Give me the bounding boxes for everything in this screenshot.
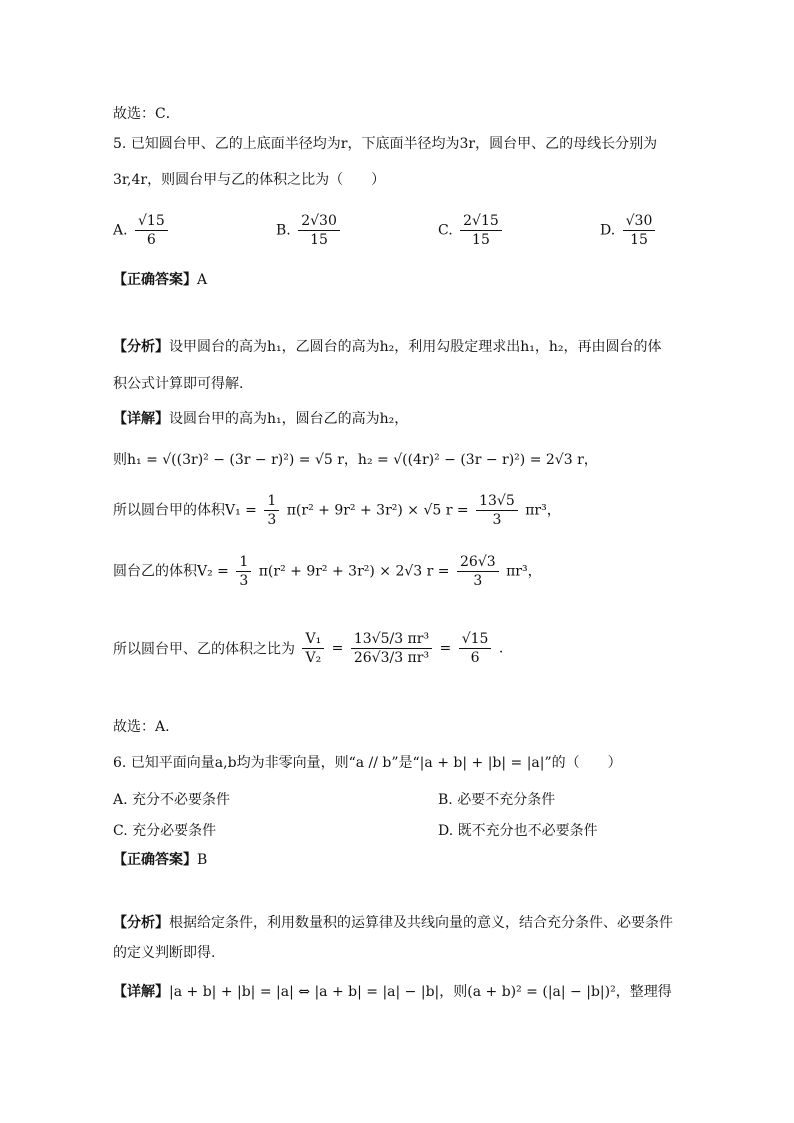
q6-number: 6. bbox=[113, 755, 127, 771]
q6-option-b-label: B. bbox=[438, 792, 453, 808]
q5-detail-line3-third-den: 3 bbox=[267, 512, 277, 528]
q5-detail-line3-expr: π(r² + 9r² + 3r²) × √5 r = bbox=[286, 502, 469, 519]
q6-option-a bbox=[113, 789, 230, 809]
q6-analysis-line1 bbox=[113, 912, 673, 932]
q5-detail-line5-pre: 所以圆台甲、乙的体积之比为 bbox=[113, 641, 295, 658]
q5-detail-line3-third-num: 1 bbox=[264, 492, 279, 511]
q5-option-b-num: 2√30 bbox=[298, 212, 340, 231]
q5-detail-line5-result-num: √15 bbox=[459, 630, 492, 649]
q5-analysis-line2: 积公式计算即可得解. bbox=[113, 376, 244, 392]
q5-number: 5. bbox=[113, 136, 127, 152]
q5-analysis-line1 bbox=[113, 336, 662, 356]
q5-option-d-den: 15 bbox=[630, 232, 648, 248]
q5-stem-line2: 3r,4r，则圆台甲与乙的体积之比为（ ） bbox=[113, 172, 386, 188]
q5-detail-line3-post: πr³， bbox=[525, 502, 561, 519]
q5-detail-text1: 设圆台甲的高为h₁，圆台乙的高为h₂， bbox=[169, 411, 409, 427]
q5-option-d bbox=[600, 212, 658, 249]
q6-analysis-line2: 的定义判断即得. bbox=[113, 945, 216, 961]
q6-option-b-text: 必要不充分条件 bbox=[457, 792, 556, 808]
q5-detail-line3-frac-num: 13√5 bbox=[476, 492, 518, 511]
q5-detail-line3-pre: 所以圆台甲的体积V₁ = bbox=[113, 502, 257, 519]
q5-detail-line4-third-den: 3 bbox=[239, 573, 249, 589]
q5-detail-line4-pre: 圆台乙的体积V₂ = bbox=[113, 563, 229, 580]
q6-option-d bbox=[438, 820, 598, 840]
q5-detail-line4-post: πr³， bbox=[506, 563, 542, 580]
q5-stem-text1: 已知圆台甲、乙的上底面半径均为r，下底面半径均为3r，圆台甲、乙的母线长分别为 bbox=[130, 136, 658, 152]
q6-stem bbox=[113, 752, 622, 772]
q5-option-b bbox=[276, 212, 343, 249]
q6-detail-label: 【详解】 bbox=[113, 984, 169, 1000]
q5-detail-line3 bbox=[113, 492, 561, 529]
q6-detail-line1 bbox=[113, 981, 672, 1001]
q5-option-a-den: 6 bbox=[146, 232, 156, 248]
q6-answer-value: B bbox=[197, 852, 208, 868]
q5-detail-line1 bbox=[113, 408, 408, 428]
q5-stem-line1 bbox=[113, 133, 657, 153]
q5-analysis-label: 【分析】 bbox=[113, 339, 169, 355]
q6-analysis-text1: 根据给定条件，利用数量积的运算律及共线向量的意义，结合充分条件、必要条件 bbox=[169, 915, 673, 931]
q5-option-c bbox=[438, 212, 505, 249]
q5-detail-line5-result-den: 6 bbox=[470, 650, 480, 666]
q6-answer bbox=[113, 849, 207, 869]
q5-final: 故选：A. bbox=[113, 719, 170, 735]
q5-detail-label: 【详解】 bbox=[113, 411, 169, 427]
q5-option-a bbox=[113, 212, 171, 249]
q5-option-d-num: √30 bbox=[623, 212, 656, 231]
q5-option-a-label: A. bbox=[113, 222, 128, 239]
q5-detail-line5: 所以圆台甲、乙的体积之比为 $\frac{\text{V₁}}{\text{V₂}}$ = $\frac{\text{13√5/3 πr³}}{\text{26√3/3 πr³}}$ = $\frac{√15}{6}$ . bbox=[113, 631, 504, 666]
q5-detail-line4-third-num: 1 bbox=[236, 553, 251, 572]
q5-answer-value: A bbox=[197, 272, 208, 288]
q5-detail-line3-frac-den: 3 bbox=[492, 512, 502, 528]
q5-option-b-den: 15 bbox=[310, 232, 328, 248]
q6-option-d-text: 既不充分也不必要条件 bbox=[457, 823, 598, 839]
q6-stem-text: 已知平面向量a,b均为非零向量，则“a // b”是“|a + b| + |b| = |a|”的（ ） bbox=[130, 755, 622, 771]
q5-option-c-label: C. bbox=[438, 222, 453, 239]
q5-option-b-label: B. bbox=[276, 222, 291, 239]
q5-option-c-num: 2√15 bbox=[460, 212, 502, 231]
q6-option-b bbox=[438, 789, 555, 809]
q5-detail-line5-lhs-den: V₂ bbox=[305, 650, 322, 666]
q6-option-d-label: D. bbox=[438, 823, 454, 839]
q6-detail-text1: |a + b| + |b| = |a| ⇔ |a + b| = |a| − |b|，则(a + b)² = (|a| − |b|)²，整理得 bbox=[169, 984, 672, 1000]
q6-option-c-text: 充分必要条件 bbox=[132, 823, 217, 839]
q5-option-d-label: D. bbox=[600, 222, 616, 239]
q6-option-c-label: C. bbox=[113, 823, 128, 839]
q5-detail-line4-frac-den: 3 bbox=[473, 573, 483, 589]
q6-answer-label: 【正确答案】 bbox=[113, 852, 197, 868]
q5-detail-line4-expr: π(r² + 9r² + 3r²) × 2√3 r = bbox=[258, 563, 450, 580]
q5-answer bbox=[113, 269, 207, 289]
q6-option-a-label: A. bbox=[113, 792, 128, 808]
q5-option-a-num: √15 bbox=[135, 212, 168, 231]
q5-option-c-den: 15 bbox=[472, 232, 490, 248]
q6-option-c bbox=[113, 820, 216, 840]
q5-detail-line5-lhs-num: V₁ bbox=[302, 630, 324, 649]
q6-analysis-label: 【分析】 bbox=[113, 915, 169, 931]
q5-detail-line4 bbox=[113, 553, 542, 590]
prev-answer: 故选：C． bbox=[113, 106, 180, 122]
q5-answer-label: 【正确答案】 bbox=[113, 272, 197, 288]
q5-analysis-text1: 设甲圆台的高为h₁，乙圆台的高为h₂，利用勾股定理求出h₁，h₂，再由圆台的体 bbox=[169, 339, 662, 355]
q5-detail-line5-top: 13√5/3 πr³ bbox=[351, 630, 432, 649]
q5-detail-line4-frac-num: 26√3 bbox=[457, 553, 499, 572]
q5-detail-line5-bottom: 26√3/3 πr³ bbox=[353, 650, 430, 666]
q5-detail-line2: 则h₁ = √((3r)² − (3r − r)²) = √5 r，h₂ = √((4r)² − (3r − r)²) = 2√3 r， bbox=[113, 452, 598, 468]
q6-option-a-text: 充分不必要条件 bbox=[132, 792, 231, 808]
